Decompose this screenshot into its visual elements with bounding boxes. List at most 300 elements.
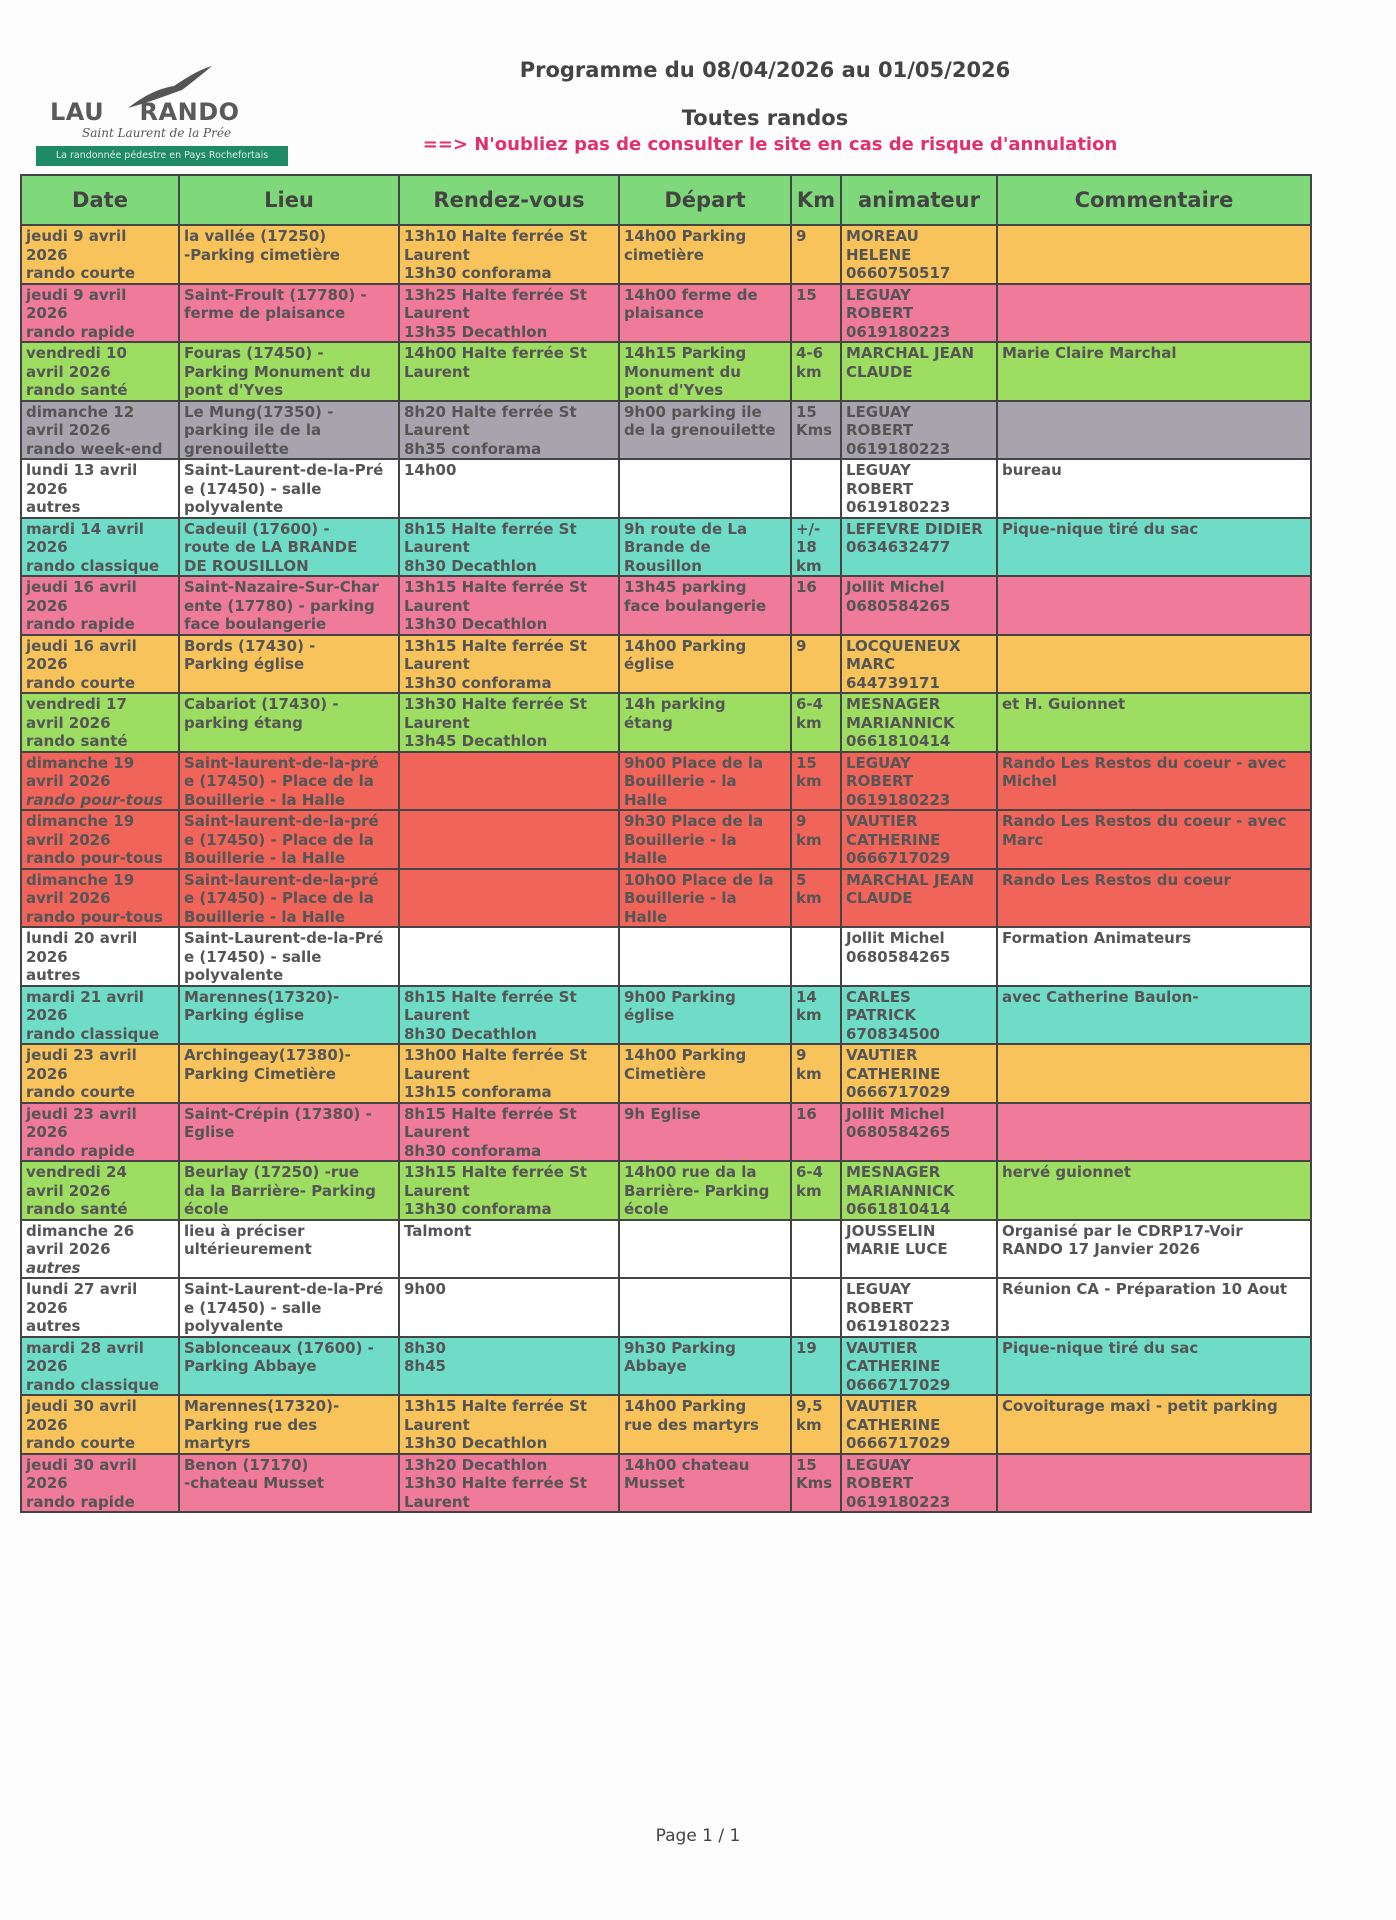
cell-commentaire bbox=[997, 1161, 1311, 1220]
cell-line: 0660750517 bbox=[846, 264, 951, 282]
cell-line: Benon (17170) bbox=[184, 1455, 309, 1474]
cell-line: 2026 bbox=[26, 1474, 68, 1492]
cell-line: rando week-end bbox=[26, 439, 163, 458]
cell-line: 0661810414 bbox=[846, 1200, 951, 1218]
cell-lieu bbox=[179, 1103, 399, 1162]
cell-animateur bbox=[841, 401, 997, 460]
cell-line: 10h00 Place de la bbox=[624, 870, 774, 889]
cell-line: 13h30 Halte ferrée St bbox=[404, 695, 588, 713]
cell-line: Formation Animateurs bbox=[1002, 929, 1192, 947]
cell-lieu bbox=[179, 225, 399, 284]
cell-km bbox=[791, 1395, 841, 1454]
cell-line: Beurlay (17250) -rue bbox=[184, 1163, 360, 1181]
cell-line: 2026 bbox=[26, 655, 68, 673]
cell-line: 2026 bbox=[26, 1123, 68, 1141]
cell-line: Musset bbox=[624, 1474, 685, 1492]
cell-line: 2026 bbox=[26, 304, 68, 322]
cell-line: Saint-Crépin (17380) - bbox=[184, 1104, 372, 1123]
cell-line: bureau bbox=[1002, 461, 1062, 479]
cell-commentaire bbox=[997, 693, 1311, 752]
cell-line: Cabariot (17430) - bbox=[184, 695, 339, 713]
cell-rendez-vous bbox=[399, 1454, 619, 1513]
cell-line: 16 bbox=[796, 1104, 817, 1123]
cell-lieu bbox=[179, 927, 399, 986]
cell-line: 2026 bbox=[26, 1298, 68, 1317]
cell-line: rando courte bbox=[26, 673, 136, 692]
table-row bbox=[21, 1454, 1311, 1513]
table-row bbox=[21, 810, 1311, 869]
cell-animateur bbox=[841, 869, 997, 928]
cell-line: ROBERT bbox=[846, 1474, 914, 1492]
cell-line: Brande de bbox=[624, 538, 711, 556]
cell-line: MARCHAL JEAN bbox=[846, 870, 975, 889]
cell-line: -Parking cimetière bbox=[184, 245, 340, 264]
cell-lieu bbox=[179, 1044, 399, 1103]
cell-line: jeudi 9 avril bbox=[26, 227, 127, 245]
cell-km bbox=[791, 459, 841, 518]
cell-line: ente (17780) - parking bbox=[184, 596, 375, 615]
cell-line: ferme de plaisance bbox=[184, 304, 346, 322]
cell-line: Sablonceaux (17600) - bbox=[184, 1338, 374, 1357]
cell-line: e (17450) - salle bbox=[184, 479, 322, 498]
cell-line: 14h00 Halte ferrée St bbox=[404, 344, 588, 362]
cell-lieu bbox=[179, 635, 399, 694]
cell-date bbox=[21, 869, 179, 928]
cell-line: 13h15 Halte ferrée St bbox=[404, 636, 588, 655]
cell-rendez-vous bbox=[399, 1220, 619, 1279]
cell-line: MARIE LUCE bbox=[846, 1240, 948, 1258]
cell-line: DE ROUSILLON bbox=[184, 556, 309, 575]
cell-depart bbox=[619, 869, 791, 928]
cell-line: avril 2026 bbox=[26, 362, 111, 381]
cell-line: route de LA BRANDE bbox=[184, 538, 358, 556]
cell-line: Parking Cimetière bbox=[184, 1064, 336, 1083]
cell-km bbox=[791, 927, 841, 986]
cell-line: avril 2026 bbox=[26, 713, 111, 732]
cell-commentaire bbox=[997, 1044, 1311, 1103]
cell-line: Saint-laurent-de-la-pré bbox=[184, 753, 379, 772]
cell-line: 0619180223 bbox=[846, 790, 951, 809]
cell-line: 0666717029 bbox=[846, 1375, 951, 1394]
cell-line: 8h15 Halte ferrée St bbox=[404, 1104, 577, 1123]
cell-line: 2026 bbox=[26, 596, 68, 615]
cell-date bbox=[21, 1278, 179, 1337]
cell-lieu bbox=[179, 1454, 399, 1513]
cell-line: Laurent bbox=[404, 362, 470, 381]
cell-line: rando classique bbox=[26, 1375, 160, 1394]
cell-line: Laurent bbox=[404, 1006, 470, 1024]
cell-km bbox=[791, 1337, 841, 1396]
cell-line: 2026 bbox=[26, 245, 68, 264]
cell-line: 14h00 bbox=[404, 461, 457, 479]
cell-line: 2026 bbox=[26, 1357, 68, 1375]
cell-animateur bbox=[841, 752, 997, 811]
cell-animateur bbox=[841, 635, 997, 694]
cell-line: lundi 27 avril bbox=[26, 1280, 138, 1298]
cell-line: RANDO 17 Janvier 2026 bbox=[1002, 1240, 1201, 1258]
cell-line: 0680584265 bbox=[846, 1123, 951, 1141]
cell-line: Parking Monument du bbox=[184, 362, 371, 381]
cell-line: 8h30 bbox=[404, 1338, 446, 1357]
cell-line: CATHERINE bbox=[846, 1415, 941, 1434]
cell-line: 9,5 bbox=[796, 1397, 823, 1415]
cell-date bbox=[21, 927, 179, 986]
cell-line: dimanche 26 bbox=[26, 1221, 135, 1240]
column-header-depart: Départ bbox=[619, 175, 791, 225]
cell-line: 8h15 Halte ferrée St bbox=[404, 987, 577, 1006]
cell-line: 14 bbox=[796, 987, 817, 1006]
cell-rendez-vous bbox=[399, 1278, 619, 1337]
cell-animateur bbox=[841, 1161, 997, 1220]
cell-line: mardi 14 avril bbox=[26, 519, 144, 538]
cell-km bbox=[791, 869, 841, 928]
cell-line: Bouillerie - la bbox=[624, 889, 737, 907]
cell-line: dimanche 12 bbox=[26, 402, 135, 421]
cell-depart bbox=[619, 1220, 791, 1279]
cell-animateur bbox=[841, 1103, 997, 1162]
cell-line: LEGUAY bbox=[846, 285, 911, 304]
cell-line: 9h30 Parking bbox=[624, 1338, 736, 1357]
cell-line: Laurent bbox=[404, 1181, 470, 1200]
cell-line: Pique-nique tiré du sac bbox=[1002, 1338, 1199, 1357]
cell-line: CLAUDE bbox=[846, 362, 913, 381]
cell-line: e (17450) - Place de la bbox=[184, 772, 374, 790]
cell-lieu bbox=[179, 518, 399, 577]
cell-line: vendredi 24 bbox=[26, 1163, 127, 1181]
cell-animateur bbox=[841, 225, 997, 284]
cell-line: rando pour-tous bbox=[26, 907, 163, 926]
cell-line: 9h00 parking ile bbox=[624, 402, 762, 421]
cell-line: Bords (17430) - bbox=[184, 636, 316, 655]
cell-commentaire bbox=[997, 1278, 1311, 1337]
cell-animateur bbox=[841, 1278, 997, 1337]
cell-line: 13h30 Decathlon bbox=[404, 615, 548, 633]
cell-line: rando classique bbox=[26, 556, 160, 575]
cell-line: Jollit Michel bbox=[846, 929, 945, 947]
table-row bbox=[21, 1161, 1311, 1220]
cell-line: 13h15 Halte ferrée St bbox=[404, 1397, 588, 1415]
cell-line: 15 bbox=[796, 402, 817, 421]
cell-commentaire bbox=[997, 927, 1311, 986]
cell-date bbox=[21, 401, 179, 460]
cell-line: Eglise bbox=[184, 1123, 235, 1141]
cell-line: 13h30 conforama bbox=[404, 264, 552, 282]
cell-line: 13h10 Halte ferrée St bbox=[404, 227, 588, 245]
cell-commentaire bbox=[997, 518, 1311, 577]
column-header-date: Date bbox=[21, 175, 179, 225]
cell-line: rando courte bbox=[26, 264, 136, 282]
cell-line: e (17450) - salle bbox=[184, 947, 322, 966]
cell-km bbox=[791, 693, 841, 752]
cell-line: polyvalente bbox=[184, 1317, 284, 1335]
cell-line: PATRICK bbox=[846, 1006, 917, 1024]
cell-line: face boulangerie bbox=[624, 596, 767, 615]
table-row bbox=[21, 459, 1311, 518]
cell-line: MARC bbox=[846, 655, 896, 673]
cell-line: 8h30 Decathlon bbox=[404, 1024, 537, 1043]
cell-date bbox=[21, 752, 179, 811]
cell-line: rando santé bbox=[26, 732, 128, 750]
cell-rendez-vous bbox=[399, 401, 619, 460]
cell-rendez-vous bbox=[399, 518, 619, 577]
cell-line: ultérieurement bbox=[184, 1240, 312, 1258]
cell-line: Laurent bbox=[404, 1064, 470, 1083]
cell-lieu bbox=[179, 1220, 399, 1279]
cell-line: Laurent bbox=[404, 655, 470, 673]
cell-line: Parking église bbox=[184, 655, 305, 673]
cell-line: ROBERT bbox=[846, 421, 914, 439]
cell-line: km bbox=[796, 1064, 822, 1083]
cell-rendez-vous bbox=[399, 342, 619, 401]
cell-rendez-vous bbox=[399, 927, 619, 986]
cell-line: 9h30 Place de la bbox=[624, 812, 764, 830]
cell-line: de la grenouilette bbox=[624, 421, 776, 439]
cell-line: 13h00 Halte ferrée St bbox=[404, 1046, 588, 1064]
cell-depart bbox=[619, 752, 791, 811]
cell-commentaire bbox=[997, 869, 1311, 928]
cell-line: Saint-laurent-de-la-pré bbox=[184, 812, 379, 830]
table-row bbox=[21, 1395, 1311, 1454]
cell-line: Marc bbox=[1002, 830, 1044, 849]
cell-line: avril 2026 bbox=[26, 1240, 111, 1258]
cell-line: 13h30 conforama bbox=[404, 1200, 552, 1218]
cell-line: km bbox=[796, 772, 822, 790]
program-table bbox=[20, 174, 1312, 1513]
cell-line: 9h00 Parking bbox=[624, 987, 736, 1006]
cell-lieu bbox=[179, 1161, 399, 1220]
cell-depart bbox=[619, 1337, 791, 1396]
cell-rendez-vous bbox=[399, 459, 619, 518]
cell-line: 6-4 bbox=[796, 695, 824, 713]
cell-line: LEGUAY bbox=[846, 1280, 911, 1298]
cell-line: Rousillon bbox=[624, 556, 702, 575]
cell-line: CARLES bbox=[846, 987, 911, 1006]
table-row bbox=[21, 518, 1311, 577]
cell-line: Saint-Laurent-de-la-Pré bbox=[184, 1280, 384, 1298]
cell-line: CLAUDE bbox=[846, 889, 913, 907]
cell-km bbox=[791, 635, 841, 694]
table-row bbox=[21, 693, 1311, 752]
cell-km bbox=[791, 1161, 841, 1220]
cell-line: 0680584265 bbox=[846, 596, 951, 615]
cell-depart bbox=[619, 1395, 791, 1454]
cell-date bbox=[21, 576, 179, 635]
cell-line: rando pour-tous bbox=[26, 849, 163, 867]
cell-depart bbox=[619, 635, 791, 694]
cell-line: 13h15 conforama bbox=[404, 1083, 552, 1101]
cell-date bbox=[21, 459, 179, 518]
cell-line: 13h35 Decathlon bbox=[404, 322, 548, 341]
table-row bbox=[21, 927, 1311, 986]
cell-line: LEGUAY bbox=[846, 461, 911, 479]
table-row bbox=[21, 869, 1311, 928]
cell-line: 18 bbox=[796, 538, 817, 556]
cell-lieu bbox=[179, 342, 399, 401]
cell-animateur bbox=[841, 1395, 997, 1454]
cell-line: rando santé bbox=[26, 381, 128, 399]
cell-line: LEGUAY bbox=[846, 1455, 911, 1474]
cell-km bbox=[791, 401, 841, 460]
cell-line: 13h30 Decathlon bbox=[404, 1434, 548, 1452]
cell-date bbox=[21, 810, 179, 869]
cell-line: Organisé par le CDRP17-Voir bbox=[1002, 1221, 1243, 1240]
table-row bbox=[21, 342, 1311, 401]
cell-line: 14h00 chateau bbox=[624, 1455, 750, 1474]
cell-rendez-vous bbox=[399, 225, 619, 284]
cell-line: pont d'Yves bbox=[184, 381, 284, 399]
cell-line: MARIANNICK bbox=[846, 713, 955, 732]
cell-line: Parking rue des bbox=[184, 1415, 318, 1434]
cell-line: 14h00 Parking bbox=[624, 1046, 747, 1064]
table-row bbox=[21, 1220, 1311, 1279]
cell-lieu bbox=[179, 693, 399, 752]
cell-line: Kms bbox=[796, 421, 833, 439]
cell-line: ROBERT bbox=[846, 479, 914, 498]
cell-line: 0619180223 bbox=[846, 322, 951, 341]
cell-line: face boulangerie bbox=[184, 615, 327, 633]
cell-date bbox=[21, 1454, 179, 1513]
cell-line: 2026 bbox=[26, 1006, 68, 1024]
cell-line: Saint-Laurent-de-la-Pré bbox=[184, 461, 384, 479]
cell-animateur bbox=[841, 927, 997, 986]
cell-line: dimanche 19 bbox=[26, 812, 135, 830]
cell-commentaire bbox=[997, 1103, 1311, 1162]
cell-line: 8h20 Halte ferrée St bbox=[404, 402, 577, 421]
cell-line: 14h15 Parking bbox=[624, 344, 747, 362]
cell-line: autres bbox=[26, 498, 81, 516]
cell-line: 13h45 parking bbox=[624, 578, 747, 596]
cell-line: 14h parking bbox=[624, 695, 726, 713]
cell-animateur bbox=[841, 1044, 997, 1103]
cell-line: 0666717029 bbox=[846, 849, 951, 867]
cell-line: rando rapide bbox=[26, 1492, 135, 1511]
page-subtitle: Toutes randos bbox=[681, 106, 849, 130]
cell-line: dimanche 19 bbox=[26, 870, 135, 889]
cell-date bbox=[21, 342, 179, 401]
cell-line: école bbox=[184, 1200, 229, 1218]
cell-line: 14h00 rue da la bbox=[624, 1163, 757, 1181]
cell-line: 13h45 Decathlon bbox=[404, 732, 548, 750]
cell-line: Abbaye bbox=[624, 1357, 687, 1375]
logo-tagline: Saint Laurent de la Prée bbox=[82, 126, 232, 140]
cell-line: 8h45 bbox=[404, 1357, 446, 1375]
cell-lieu bbox=[179, 459, 399, 518]
table-row bbox=[21, 401, 1311, 460]
column-header-rendez-vous: Rendez-vous bbox=[399, 175, 619, 225]
cell-line: LEGUAY bbox=[846, 402, 911, 421]
cell-line: avril 2026 bbox=[26, 889, 111, 907]
cell-line: 0661810414 bbox=[846, 732, 951, 750]
cell-line: pont d'Yves bbox=[624, 381, 724, 399]
cell-line: 5 bbox=[796, 870, 807, 889]
cell-date bbox=[21, 284, 179, 343]
cell-km bbox=[791, 1044, 841, 1103]
cell-date bbox=[21, 1103, 179, 1162]
cell-line: km bbox=[796, 362, 822, 381]
cell-line: Halle bbox=[624, 790, 668, 809]
cell-line: Kms bbox=[796, 1474, 833, 1492]
cell-line: km bbox=[796, 1006, 822, 1024]
cell-rendez-vous bbox=[399, 284, 619, 343]
cell-commentaire bbox=[997, 752, 1311, 811]
cell-line: dimanche 19 bbox=[26, 753, 135, 772]
cell-line: 8h15 Halte ferrée St bbox=[404, 519, 577, 538]
cell-animateur bbox=[841, 1220, 997, 1279]
cell-line: 13h15 Halte ferrée St bbox=[404, 578, 588, 596]
cell-line: Laurent bbox=[404, 304, 470, 322]
cell-line: LEFEVRE DIDIER bbox=[846, 519, 983, 538]
cell-line: 0680584265 bbox=[846, 947, 951, 966]
cell-line: 14h00 Parking bbox=[624, 636, 747, 655]
club-logo bbox=[36, 64, 292, 168]
cell-line: 0634632477 bbox=[846, 538, 951, 556]
cell-line: da la Barrière- Parking bbox=[184, 1181, 376, 1200]
cell-line: jeudi 30 avril bbox=[26, 1397, 137, 1415]
cell-depart bbox=[619, 284, 791, 343]
cell-line: km bbox=[796, 830, 822, 849]
cell-line: LOCQUENEUX bbox=[846, 636, 961, 655]
cell-line: étang bbox=[624, 713, 673, 732]
cell-commentaire bbox=[997, 342, 1311, 401]
logo-banner: La randonnée pédestre en Pays Rochefortais bbox=[36, 146, 288, 166]
cell-km bbox=[791, 1278, 841, 1337]
cell-line: 15 bbox=[796, 753, 817, 772]
logo-brand: LAU RANDO bbox=[50, 98, 240, 126]
table-row bbox=[21, 1044, 1311, 1103]
cell-line: Laurent bbox=[404, 1492, 470, 1511]
cell-line: 14h00 Parking bbox=[624, 227, 747, 245]
cell-line: 8h30 conforama bbox=[404, 1141, 542, 1160]
cell-line: autres bbox=[26, 1317, 81, 1335]
cell-line: vendredi 17 bbox=[26, 695, 127, 713]
cell-line: jeudi 30 avril bbox=[26, 1455, 137, 1474]
table-row bbox=[21, 752, 1311, 811]
cell-line: 2026 bbox=[26, 1415, 68, 1434]
cell-line: 9h00 bbox=[404, 1280, 446, 1298]
cell-line: Covoiturage maxi - petit parking bbox=[1002, 1397, 1278, 1415]
table-row bbox=[21, 635, 1311, 694]
cell-lieu bbox=[179, 986, 399, 1045]
cell-line: grenouilette bbox=[184, 439, 289, 458]
cell-commentaire bbox=[997, 225, 1311, 284]
cell-km bbox=[791, 810, 841, 869]
cell-km bbox=[791, 518, 841, 577]
cell-line: Rando Les Restos du coeur - avec bbox=[1002, 753, 1287, 772]
cell-animateur bbox=[841, 342, 997, 401]
cell-line: MOREAU bbox=[846, 227, 919, 245]
cell-date bbox=[21, 225, 179, 284]
cell-line: 13h25 Halte ferrée St bbox=[404, 285, 588, 304]
cell-date bbox=[21, 693, 179, 752]
cell-line: avril 2026 bbox=[26, 772, 111, 790]
cell-depart bbox=[619, 986, 791, 1045]
table-row bbox=[21, 284, 1311, 343]
cell-line: Marie Claire Marchal bbox=[1002, 344, 1177, 362]
cell-animateur bbox=[841, 693, 997, 752]
cell-depart bbox=[619, 1161, 791, 1220]
cell-commentaire bbox=[997, 810, 1311, 869]
cell-line: km bbox=[796, 713, 822, 732]
cell-line: Laurent bbox=[404, 596, 470, 615]
cell-line: MARIANNICK bbox=[846, 1181, 955, 1200]
cell-depart bbox=[619, 1044, 791, 1103]
cell-line: avec Catherine Baulon- bbox=[1002, 987, 1199, 1006]
cell-date bbox=[21, 635, 179, 694]
column-header-lieu: Lieu bbox=[179, 175, 399, 225]
cell-depart bbox=[619, 401, 791, 460]
cell-line: 9 bbox=[796, 636, 807, 655]
cell-line: Saint-Laurent-de-la-Pré bbox=[184, 929, 384, 947]
